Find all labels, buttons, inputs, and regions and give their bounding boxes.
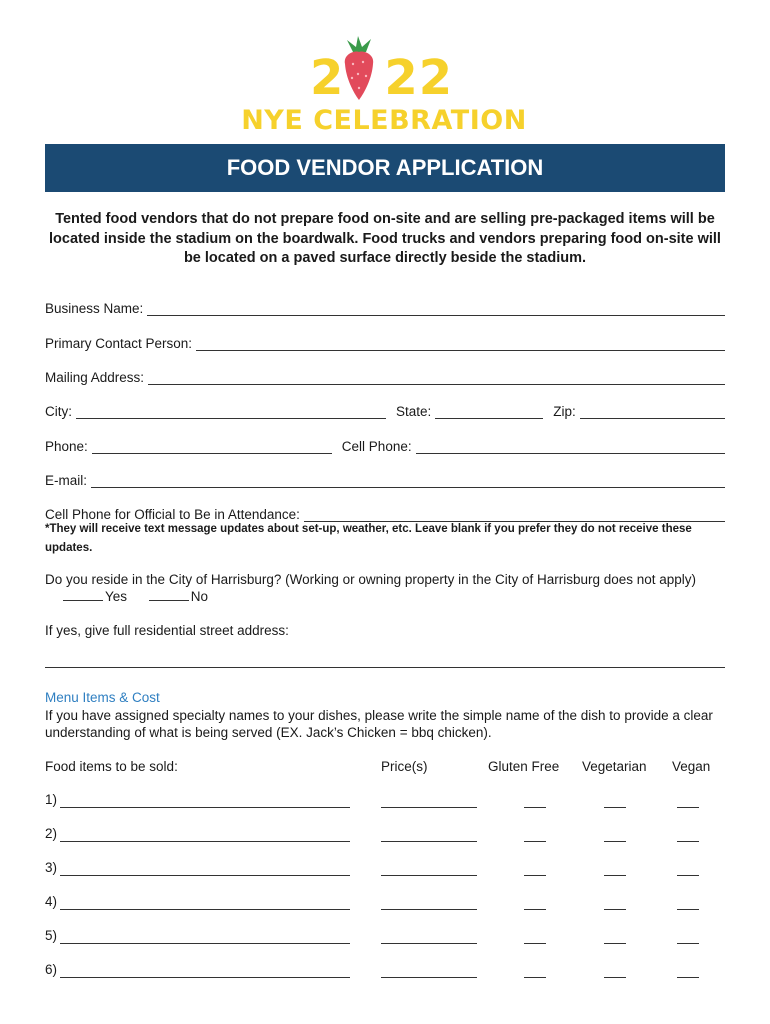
phone-field[interactable] (92, 439, 332, 454)
logo-subtitle: NYE CELEBRATION (241, 105, 527, 136)
zip-field[interactable] (580, 404, 725, 419)
col-price: Price(s) (381, 759, 428, 774)
vegetarian-field[interactable] (604, 976, 626, 978)
primary-contact-row (45, 329, 725, 351)
vegetarian-field[interactable] (604, 908, 626, 910)
gluten-free-field[interactable] (524, 942, 546, 944)
strawberry-icon (339, 34, 379, 106)
menu-item-name-field[interactable] (60, 874, 350, 876)
col-food-items: Food items to be sold: (45, 759, 178, 774)
menu-item-name-field[interactable] (60, 840, 350, 842)
vegan-field[interactable] (677, 976, 699, 978)
menu-item-name-field[interactable] (60, 942, 350, 944)
col-vegetarian: Vegetarian (582, 759, 647, 774)
event-logo (234, 30, 534, 140)
form-title-banner: FOOD VENDOR APPLICATION (45, 144, 725, 192)
phone-label: Phone: (45, 439, 88, 454)
address-prompt: If yes, give full residential street address: (45, 623, 289, 638)
business-name-label: Business Name: (45, 301, 144, 316)
menu-item-price-field[interactable] (381, 942, 477, 944)
col-vegan: Vegan (672, 759, 711, 774)
official-cell-label: Cell Phone for Official to Be in Attendance: (45, 507, 300, 522)
primary-contact-field[interactable] (196, 336, 725, 351)
menu-row-number: 2) (45, 826, 58, 841)
menu-row-number: 1) (45, 792, 58, 807)
city-label: City: (45, 404, 72, 419)
primary-contact-label: Primary Contact Person: (45, 336, 193, 351)
residential-address-field[interactable] (45, 667, 725, 668)
mailing-address-field[interactable] (148, 370, 725, 385)
residence-no-option[interactable] (149, 588, 208, 605)
logo-year (310, 50, 453, 106)
vegan-field[interactable] (677, 908, 699, 910)
business-name-row (45, 294, 725, 316)
vegan-field[interactable] (677, 942, 699, 944)
no-label: No (190, 589, 209, 604)
vegetarian-field[interactable] (604, 806, 626, 808)
vegetarian-field[interactable] (604, 942, 626, 944)
vegan-field[interactable] (677, 806, 699, 808)
cell-phone-field[interactable] (416, 439, 725, 454)
official-cell-row (45, 500, 725, 522)
logo-year-right: 22 (384, 50, 454, 106)
menu-item-price-field[interactable] (381, 874, 477, 876)
residence-question-text: Do you reside in the City of Harrisburg? (Working or owning property in the City of Harrisburg does not apply) (45, 572, 697, 587)
business-name-field[interactable] (147, 301, 725, 316)
yes-blank[interactable] (63, 588, 103, 601)
menu-item-name-field[interactable] (60, 908, 350, 910)
vegan-field[interactable] (677, 840, 699, 842)
email-row (45, 466, 725, 488)
vegetarian-field[interactable] (604, 874, 626, 876)
gluten-free-field[interactable] (524, 976, 546, 978)
menu-row-number: 3) (45, 860, 58, 875)
city-state-zip-row (45, 397, 725, 419)
zip-label: Zip: (553, 404, 576, 419)
menu-item-price-field[interactable] (381, 840, 477, 842)
menu-item-name-field[interactable] (60, 806, 350, 808)
gluten-free-field[interactable] (524, 806, 546, 808)
residence-yes-option[interactable] (63, 588, 127, 605)
yes-label: Yes (105, 589, 128, 604)
no-blank[interactable] (149, 588, 189, 601)
mailing-address-label: Mailing Address: (45, 370, 145, 385)
menu-item-price-field[interactable] (381, 976, 477, 978)
menu-heading: Menu Items & Cost (45, 690, 160, 705)
city-field[interactable] (76, 404, 386, 419)
email-label: E-mail: (45, 473, 88, 488)
menu-description: If you have assigned specialty names to your dishes, please write the simple name of the dish to provide a clear understanding of what is being served (EX. Jack’s Chicken = bbq chicken). (45, 708, 713, 740)
menu-item-price-field[interactable] (381, 908, 477, 910)
text-updates-note: *They will receive text message updates about set-up, weather, etc. Leave blank if you prefer they do not receive these updates. (45, 523, 692, 554)
gluten-free-field[interactable] (524, 908, 546, 910)
cell-phone-label: Cell Phone: (341, 439, 412, 454)
email-field[interactable] (91, 473, 725, 488)
gluten-free-field[interactable] (524, 840, 546, 842)
intro-paragraph: Tented food vendors that do not prepare food on-site and are selling pre-packaged items will be located inside the stadium on the boardwalk. Food trucks and vendors preparing food on-site will be located on a paved surface directly beside the stadium. (49, 211, 721, 266)
phone-row (45, 432, 725, 454)
menu-item-price-field[interactable] (381, 806, 477, 808)
menu-row-number: 6) (45, 962, 58, 977)
logo-year-left: 2 (310, 50, 345, 106)
vegan-field[interactable] (677, 874, 699, 876)
menu-row-number: 5) (45, 928, 58, 943)
mailing-address-row (45, 363, 725, 385)
state-field[interactable] (435, 404, 543, 419)
residence-question (45, 571, 725, 605)
col-gluten-free: Gluten Free (488, 759, 560, 774)
state-label: State: (396, 404, 432, 419)
gluten-free-field[interactable] (524, 874, 546, 876)
vegetarian-field[interactable] (604, 840, 626, 842)
menu-item-name-field[interactable] (60, 976, 350, 978)
menu-row-number: 4) (45, 894, 58, 909)
